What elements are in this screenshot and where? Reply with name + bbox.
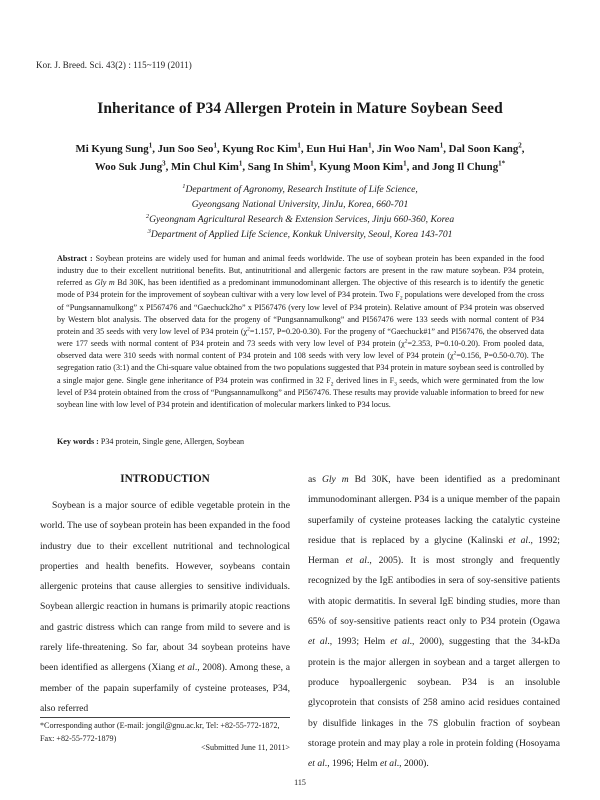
author-name: Jong Il Chung	[432, 161, 499, 173]
affiliations	[40, 182, 560, 242]
author-separator: ,	[242, 161, 248, 173]
page-number: 115	[294, 778, 306, 787]
author-separator: ,	[313, 161, 320, 173]
author-name: Sang In Shim	[247, 161, 311, 173]
abstract-text: populations were developed from the cross of “Pungsannamulkong” x PI567476 and “Gaechuck2ho” x PI567476 (very low level of P34 protein). Relative amount of P34 protein was observed by Western blot analysis. The observed data for the progeny of “Pungsannamulkong” and PI567476 were 133 seeds with normal content of P34 protein and 35 seeds with very low level of P34 protein (χ	[57, 290, 544, 336]
author-name: Kyung Moon Kim	[319, 161, 404, 173]
abstract-sub: 2	[330, 381, 334, 388]
intro-text: Bd 30K, have been identified as a predominant immunodominant allergen. P34 is a unique member of the papain superfamily of cysteine proteases lacking the catalytic cysteine residue that is replaced by a glycine (Kalinski	[308, 474, 560, 546]
author-affiliation-mark: 1	[403, 159, 407, 168]
affiliation-text: Gyeongnam Agricultural Research & Extension Services, Jinju 660-360, Korea	[149, 214, 455, 225]
author-affiliation-mark: 1	[439, 141, 444, 150]
intro-text: ., 2000).	[396, 758, 429, 770]
author-affiliation-mark: 1	[368, 141, 372, 150]
abstract-text: Soybean proteins are widely used for human and animal feeds worldwide. The use of soybean protein has been expanded in the food industry due to their excellent nutritional benefits. But, antinutritional and allergenic factors are present in the raw mature soybean. P34 protein, referred as	[57, 254, 544, 288]
author-name: Kyung Roc Kim	[222, 143, 298, 155]
intro-text: ., 1996; Helm	[324, 758, 380, 770]
author-name: Mi Kyung Sung	[75, 143, 149, 155]
submission-date: <Submitted June 11, 2011>	[200, 743, 290, 752]
affiliation-line	[40, 212, 560, 227]
corresponding-author-footnote: *Corresponding author (E-mail: jongil@gnu.ac.kr, Tel: +82-55-772-1872, Fax: +82-55-772-1879)	[40, 721, 280, 743]
journal-reference: Kor. J. Breed. Sci. 43(2) : 115~119 (2011)	[36, 60, 192, 70]
author-separator: ,	[152, 143, 158, 155]
intro-text: Soybean is a major source of edible vegetable protein in the world. The use of soybean protein has been expanded in the food industry due to their excellent nutritional and technological properties and health benefits. However, soybeans contain allergenic proteins that cause allergies to sensitive individuals. Soybean allergic reaction in humans is primarily atopic reactions and gastric distress which can range from mild to severe and is rarely life-threatening. So far, about 34 soybean proteins have been identified as allergens (Xiang	[40, 500, 290, 674]
abstract-text: =1.157, P=0.20-0.30). For the progeny of “Gaechuck#1” and PI567476, the observed data were 177 seeds with normal content of P34 protein and 73 seeds with very low level of P34 protein (χ	[57, 326, 545, 349]
abstract-text: Bd 30K, has been identified as a predominant immunodominant allergen. The objective of this research is to identify the genetic mode of P34 protein for the improvement of soybean cultivar with a very low level of P34 protein. Two F	[57, 278, 544, 300]
author-separator: ,	[443, 143, 449, 155]
author-list	[50, 140, 550, 176]
citation-etal: et al	[308, 636, 328, 648]
affiliation-line	[40, 182, 560, 197]
abstract-sup: 2	[453, 350, 457, 357]
abstract-text: =0.156, P=0.50-0.70). The segregation ratio (3:1) and the Chi-square value obtained from the two populations suggested that P34 protein in mature soybean seed is controlled by a single major gene. Single gene inheritance of P34 protein was confirmed in 32 F	[57, 351, 544, 385]
section-heading-introduction: INTRODUCTION	[120, 473, 210, 485]
abstract-text: seeds, which were germinated from the low level of P34 protein obtained from the cross of “Pungsannamulkong” and PI567476. These results may provide valuable information to breed for new soybean line with low level of P34 protein and identification of molecular markers linked to P34 locus.	[57, 375, 544, 409]
citation-etal: et al	[508, 534, 529, 546]
citation-etal: et al	[177, 662, 195, 674]
paper-title: Inheritance of P34 Allergen Protein in Mature Soybean Seed	[97, 100, 503, 117]
abstract-label: Abstract :	[57, 254, 93, 263]
intro-paragraph-continued	[308, 470, 560, 774]
author-separator: , and	[406, 161, 433, 173]
right-column	[308, 470, 560, 774]
author-name: Min Chul Kim	[171, 161, 239, 173]
citation-etal: et al	[345, 555, 367, 567]
author-separator: ,	[216, 143, 223, 155]
left-column	[40, 470, 290, 719]
abstract-sup: 2	[404, 338, 408, 345]
author-name: Jun Soo Seo	[157, 143, 214, 155]
abstract-text: derived lines in F	[333, 375, 395, 385]
abstract-gly: Gly m	[94, 278, 115, 288]
affiliation-line	[40, 227, 560, 242]
abstract-sub: 3	[394, 381, 397, 388]
abstract-sub: 2	[399, 296, 403, 303]
abstract-sup: 2	[247, 326, 250, 333]
author-affiliation-mark: 1	[213, 141, 217, 150]
author-name: Eun Hui Han	[306, 143, 369, 155]
affiliation-text: Gyeongsang National University, JinJu, Korea, 660-701	[191, 199, 409, 210]
author-affiliation-mark: 1	[297, 141, 301, 150]
author-affiliation-mark: 1	[238, 159, 243, 168]
keywords-text: P34 protein, Single gene, Allergen, Soybean	[98, 437, 245, 446]
keywords	[57, 437, 244, 446]
citation-etal: et al	[390, 636, 410, 648]
author-name: Woo Suk Jung	[94, 161, 163, 173]
intro-text: ., 1993; Helm	[327, 636, 391, 648]
intro-text: as	[308, 474, 322, 485]
author-separator: ,	[521, 143, 525, 155]
footnote-divider	[40, 717, 290, 718]
abstract	[57, 253, 544, 411]
author-affiliation-mark: 1	[148, 141, 153, 150]
author-affiliation-mark: 2	[518, 141, 522, 150]
author-affiliation-mark: 1	[310, 159, 314, 168]
citation-etal: et al	[379, 758, 397, 770]
intro-text: ., 2005). It is most strongly and frequently recognized by the IgE antibodies in sera of soy-sensitive patients with atopic dermatitis. In several IgE binding studies, more than 65% of soy-sensitive patients react only to P34 protein (Ogawa	[308, 555, 560, 628]
affiliation-number: 2	[145, 212, 150, 220]
author-name: Jin Woo Nam	[376, 143, 440, 155]
author-separator: ,	[300, 143, 307, 155]
affiliation-line	[40, 197, 560, 212]
intro-text: ., 2008). Among these, a member of the papain superfamily of cysteine proteases, P34, also referred	[40, 662, 291, 714]
citation-etal: et al	[308, 758, 325, 770]
intro-text: ., 1992; Herman	[308, 534, 560, 567]
intro-paragraph	[40, 496, 290, 719]
intro-text: ., 2000), suggesting that the 34-kDa protein is the major allergen in soybean and a target allergen to produce hypoallergenic soybean. P34 is an insoluble glycoprotein that consists of 258 amino acid residues contained by disulfide linkages in the 7S globulin fraction of soybean storage protein and may play a role in protein folding (Hosoyama	[308, 636, 560, 749]
author-affiliation-mark: 1*	[498, 159, 506, 168]
author-affiliation-mark: 3	[162, 159, 166, 168]
intro-gly: Gly m	[321, 474, 349, 485]
author-separator: ,	[165, 161, 172, 173]
affiliation-text: Department of Agronomy, Research Institute of Life Science,	[185, 184, 418, 195]
abstract-text: =2.353, P=0.10-0.20). From pooled data, observed data were 310 seeds with normal content of P34 protein and 108 seeds with very low level of P34 protein (χ	[57, 339, 544, 361]
keywords-label: Key words :	[57, 437, 99, 446]
author-separator: ,	[371, 143, 377, 155]
affiliation-text: Department of Applied Life Science, Konkuk University, Seoul, Korea 143-701	[150, 229, 453, 240]
affiliation-number: 3	[147, 227, 151, 235]
author-name: Dal Soon Kang	[448, 143, 519, 155]
affiliation-number: 1	[182, 182, 186, 190]
